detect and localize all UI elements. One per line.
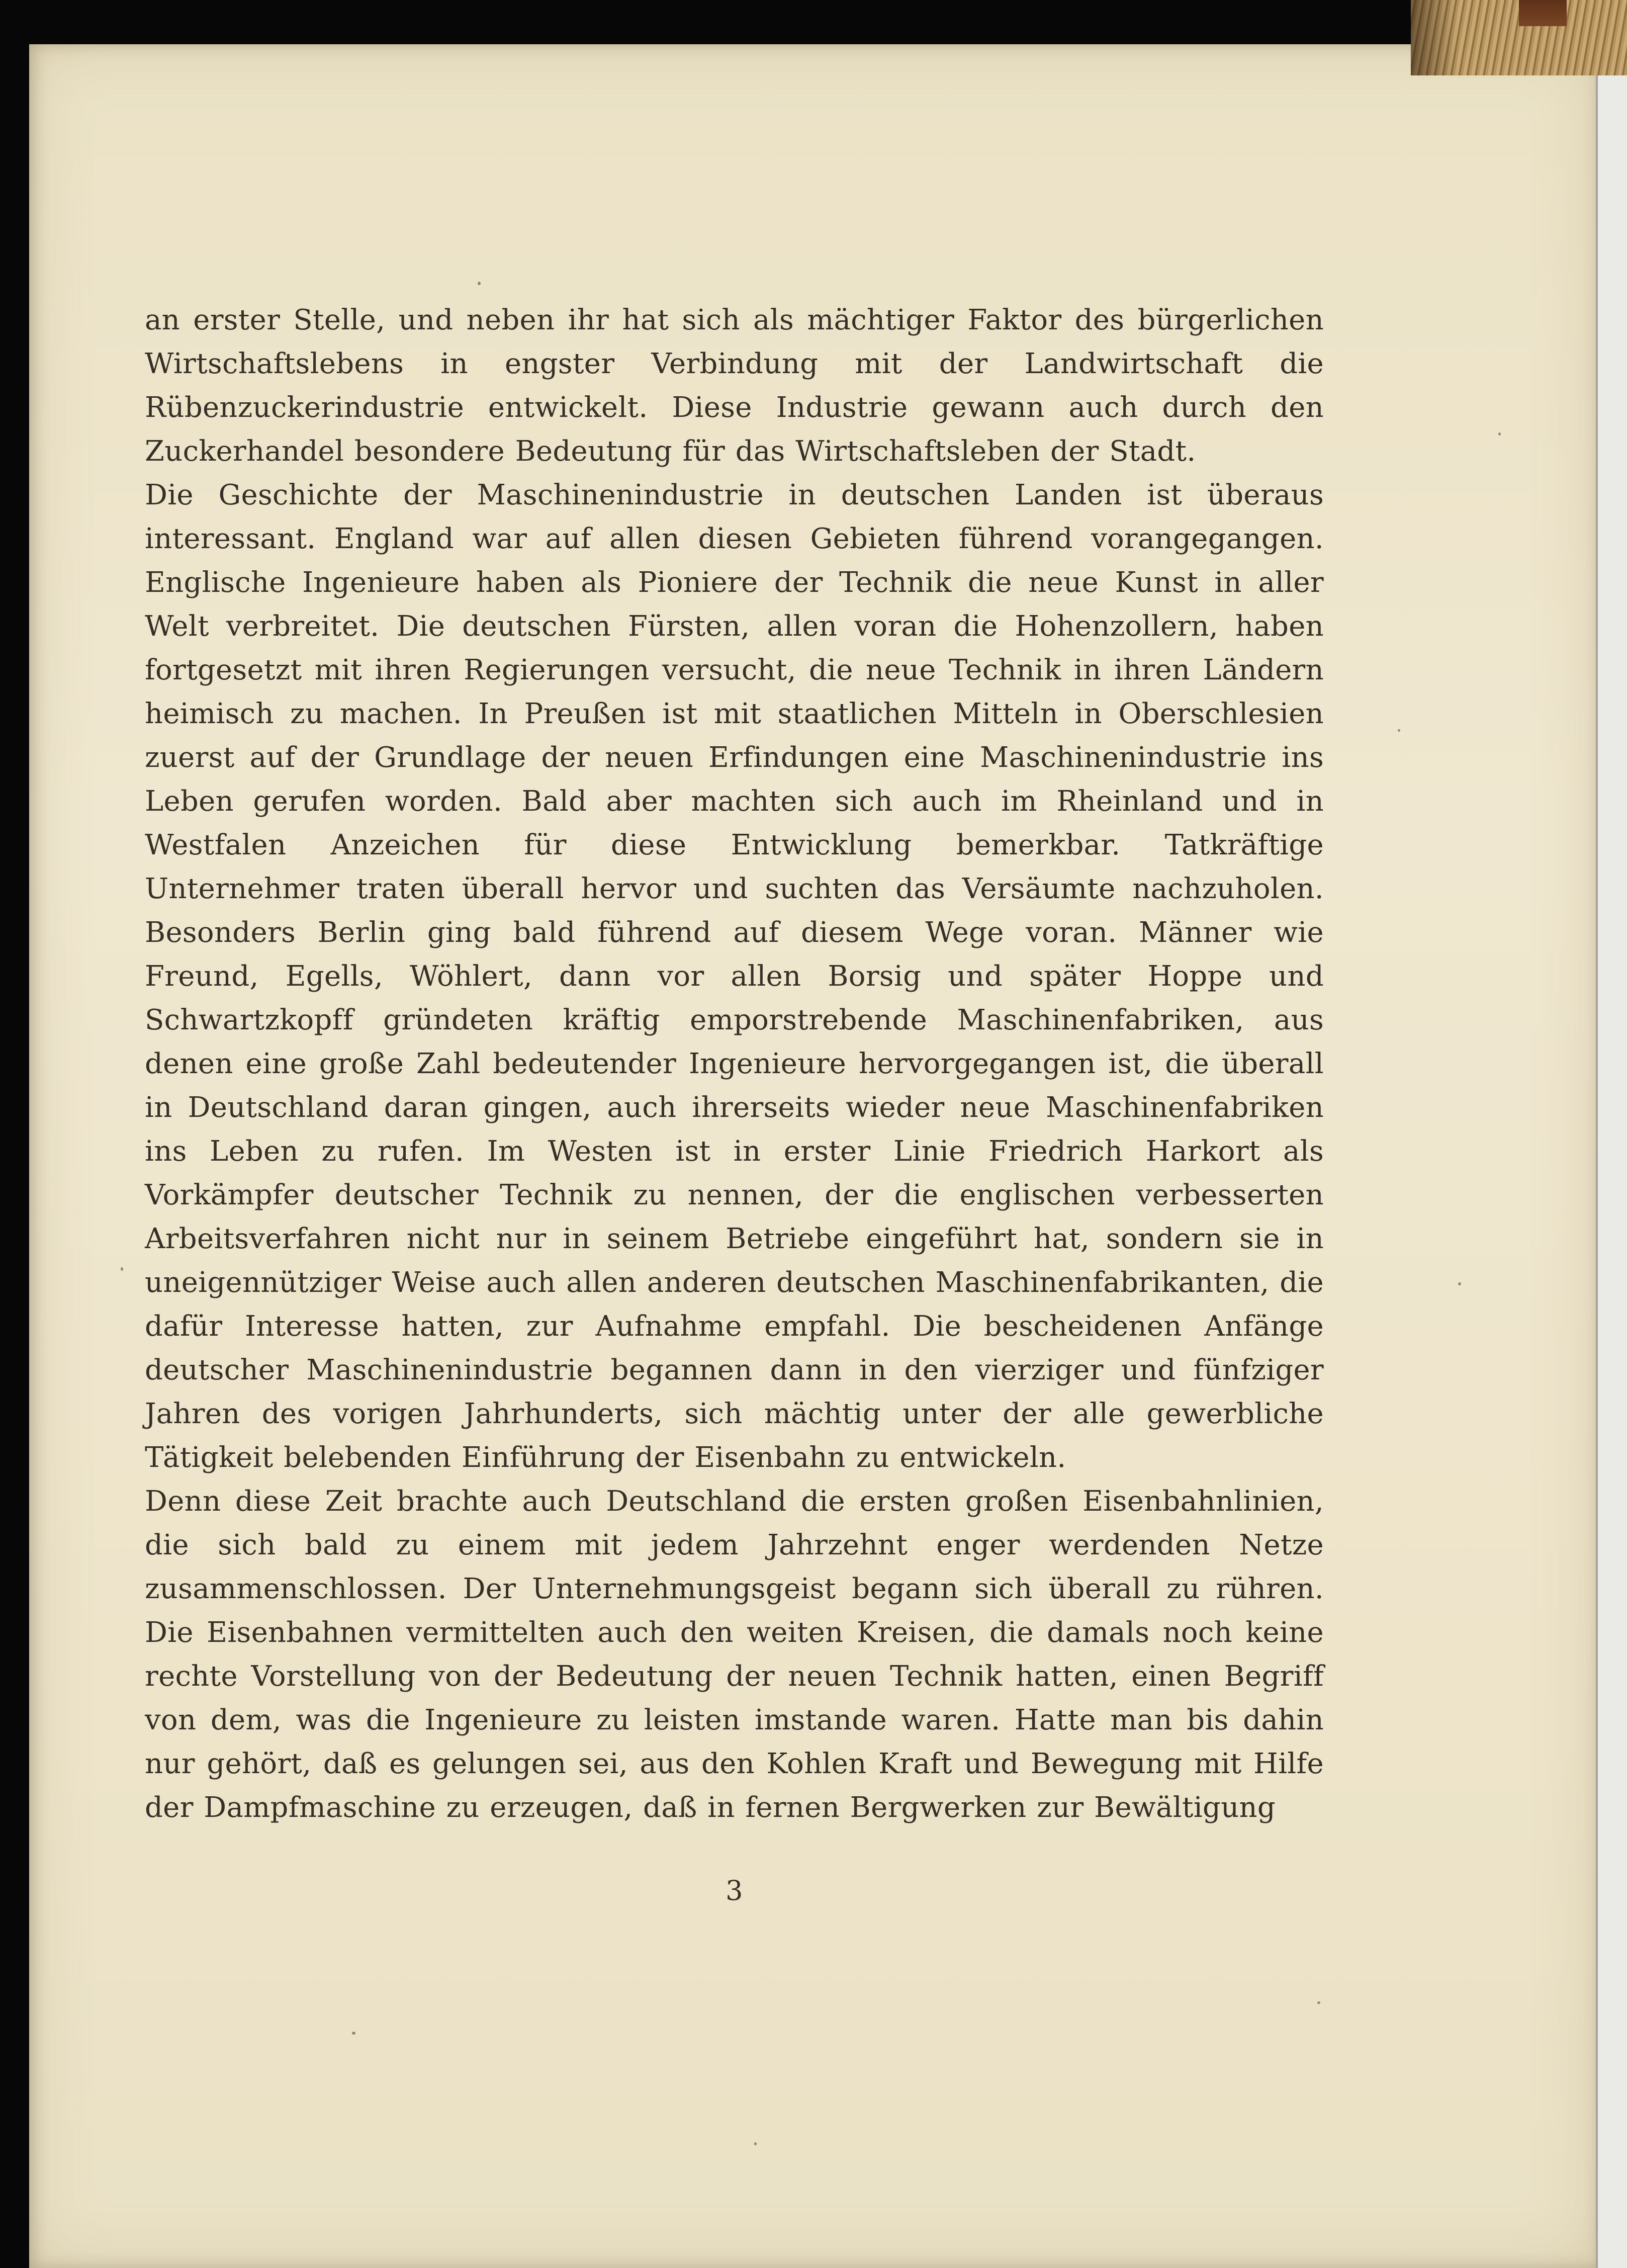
paragraph-2: Die Geschichte der Maschinenindustrie in deutschen Landen ist überaus interessant. England war auf allen diesen Gebieten führend vorangegangen. Englische Ingenieure haben als Pioniere der Technik die neue Kunst in aller Welt verbreitet. Die deutschen Fürsten, allen voran die Hohenzollern, haben fortgesetzt mit ihren Regierungen versucht, die neue Technik in ihren Ländern heimisch zu machen. In Preußen ist mit staatlichen Mitteln in Oberschlesien zuerst auf der Grundlage der neuen Erfindungen eine Maschinenindustrie ins Leben gerufen worden. Bald aber machten sich auch im Rheinland und in Westfalen Anzeichen für diese Entwicklung bemerkbar. Tatkräftige Unternehmer traten überall hervor und suchten das Versäumte nachzuholen. Besonders Berlin ging bald führend auf diesem Wege voran. Männer wie Freund, Egells, Wöhlert, dann vor allen Borsig und später Hoppe und Schwartzkopff gründeten kräftig emporstrebende Maschinenfabriken, aus denen eine große Zahl bedeutender Ingenieure hervorgegangen ist, die überall in Deutschland daran gingen, auch ihrerseits wieder neue Maschinenfabriken ins Leben zu rufen. Im Westen ist in erster Linie Friedrich Harkort als Vorkämpfer deutscher Technik zu nennen, der die englischen verbesserten Arbeitsverfahren nicht nur in seinem Betriebe eingeführt hat, sondern sie in uneigennütziger Weise auch allen anderen deutschen Maschinenfabrikanten, die dafür Interesse hatten, zur Aufnahme empfahl. Die bescheidenen Anfänge deutscher Maschinenindustrie begannen dann in den vierziger und fünfziger Jahren des vorigen Jahrhunderts, sich mächtig unter der alle gewerbliche Tätigkeit belebenden Einführung der Eisenbahn zu entwickeln. xyxy=(145,479,1324,1474)
scan-speckle xyxy=(352,2032,355,2035)
scan-speckle xyxy=(1398,729,1400,732)
scanner-edge-strip xyxy=(1596,0,1627,2268)
paragraph-3: Denn diese Zeit brachte auch Deutschland die ersten großen Eisenbahnlinien, die sich bald zu einem mit jedem Jahrzehnt enger werdenden Netze zusammenschlossen. Der Unternehmungsgeist begann sich überall zu rühren. Die Eisenbahnen vermittelten auch den weiten Kreisen, die damals noch keine rechte Vorstellung von der Bedeutung der neuen Technik hatten, einen Begriff von dem, was die Ingenieure zu leisten imstande waren. Hatte man bis dahin nur gehört, daß es gelungen sei, aus den Kohlen Kraft und Bewegung mit Hilfe der Dampfmaschine zu erzeugen, daß in fernen Bergwerken zur Bewältigung xyxy=(145,1485,1324,1824)
text-block xyxy=(145,298,1324,1912)
book-cover-edge xyxy=(1519,0,1567,26)
page-number: 3 xyxy=(726,1875,743,1906)
scan-speckle xyxy=(754,2142,757,2145)
scan-speckle xyxy=(478,282,481,285)
scan-speckle xyxy=(1317,2001,1320,2004)
page-paper xyxy=(29,44,1596,2268)
scan-speckle xyxy=(1458,1282,1461,1285)
scan-speckle xyxy=(121,1267,123,1271)
scan-speckle xyxy=(1498,432,1501,435)
paragraph-1: an erster Stelle, und neben ihr hat sich als mächtiger Faktor des bürgerlichen Wirtschaftslebens in engster Verbindung mit der Landwirtschaft die Rübenzuckerindustrie entwickelt. Diese Industrie gewann auch durch den Zuckerhandel besondere Bedeutung für das Wirtschaftsleben der Stadt. xyxy=(145,304,1324,468)
